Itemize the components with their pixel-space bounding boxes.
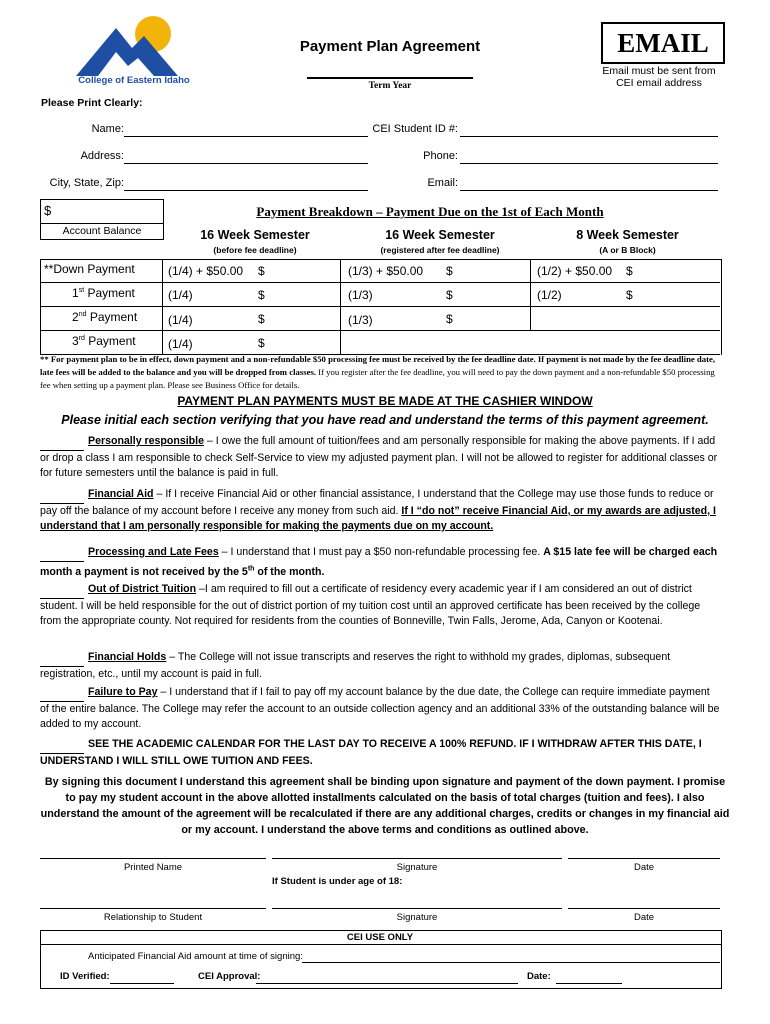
printed-name-line[interactable] [40,858,266,859]
row-3rd-payment-c1-dollar[interactable]: $ [258,336,265,350]
agreement-statement: By signing this document I understand this agreement shall be binding upon signature and payment of the down payment. I promise to pay my student account in the above allotted installments calculated on the basis of total charges (tuition and fees). I also understand the amount of the agreement will be recalculated if there are any additional charges, credits or changes in my financial aid or my account. I understand the above terms and conditions as outlined above. [40,776,730,836]
s2-title: Financial Aid [88,488,154,500]
section-failure-to-pay: Failure to Pay – I understand that if I fail to pay off my account balance by the due date, the College can require immediate payment of the entire balance. The College may refer the account to an outside collection agency and an additional 33% of the outstanding balance will be added to my account. [40,686,720,730]
row-3rd-payment-label: 3rd Payment [72,334,136,348]
row-down-payment-c3: (1/2) + $50.00 [537,264,613,278]
guardian-signature-line[interactable] [272,908,562,909]
row-1st-payment-c1: (1/4) [168,288,193,302]
initial-instructions: Please initial each section verifying that you have read and understand the terms of this payment agreement. [61,413,709,427]
col1-sub: (before fee deadline) [213,245,297,255]
cei-use-title: CEI USE ONLY [346,932,414,943]
cei-date-label: Date: [527,971,551,982]
row-1st-payment-c2-dollar[interactable]: $ [446,288,453,302]
city-field[interactable] [124,190,368,191]
row-1st-payment-c2: (1/3) [348,288,373,302]
name-field[interactable] [124,136,368,137]
initial-field-3[interactable] [40,545,84,562]
row-down-payment-c3-dollar[interactable]: $ [626,264,633,278]
row-1st-payment-c3: (1/2) [537,288,562,302]
city-label: City, State, Zip: [49,177,124,189]
initial-field-6[interactable] [40,685,84,702]
s5-title: Financial Holds [88,651,167,663]
row-2nd-payment-label: 2nd Payment [72,310,138,324]
row-down-payment-c1-dollar[interactable]: $ [258,264,265,278]
cei-date-field[interactable] [556,983,622,984]
initial-field-5[interactable] [40,650,84,667]
under-18-label: If Student is under age of 18: [272,876,403,887]
guardian-date-label: Date [633,912,655,923]
date-line[interactable] [568,858,720,859]
phone-field[interactable] [460,163,718,164]
row-1st-payment-label: 1st Payment [72,286,135,300]
date-label: Date [633,862,655,873]
row-down-payment-c2: (1/3) + $50.00 [348,264,424,278]
initial-field-2[interactable] [40,487,84,504]
section-out-of-district: Out of District Tuition –I am required to fill out a certificate of residency every academic year if I am considered an out of district student. I will be held responsible for the out of district portion of my tuition cost until an approved certificate has been received by the college from the appropriate county. Not required for residents from the counties of Bonneville, Twin Falls, Jerome, Ada, Canyon or Kootenai. [40,583,701,627]
row-2nd-payment-c2: (1/3) [348,313,373,327]
initial-field-4[interactable] [40,582,84,599]
cei-id-field[interactable] [460,136,718,137]
row-down-payment-c1: (1/4) + $50.00 [168,264,244,278]
account-balance-label: Account Balance [62,225,142,237]
s4-title: Out of District Tuition [88,583,197,595]
s3-title: Processing and Late Fees [88,546,219,558]
breakdown-title: Payment Breakdown – Payment Due on the 1st of Each Month [256,204,604,219]
section-financial-aid: Financial Aid – If I receive Financial Aid or other financial assistance, I understand that the College may use those funds to reduce or pay off the balance of my account before I receive any money from such aid. If I “do not” receive Financial Aid, or my awards are adjusted, I understand that I am personally responsible for making the payments due on my account. [40,488,716,532]
cei-approval-label: CEI Approval: [198,971,261,982]
footnote: ** For payment plan to be in effect, down payment and a non-refundable $50 processing fee must be received by the fee deadline date. If payment is not made by the fee deadline date, late fees will be added to the balance and you will be dropped from classes. If you register after the fee deadline, you will need to pay the down payment and a non-refundable $50 processing fee when setting up a payment plan. Please see Business Office for details. [40,354,716,390]
cashier-notice: PAYMENT PLAN PAYMENTS MUST BE MADE AT THE CASHIER WINDOW [177,394,593,408]
initial-field-7[interactable] [40,737,84,754]
id-verified-label: ID Verified: [60,971,110,982]
email-label: Email: [427,177,458,189]
s6-title: Failure to Pay [88,686,158,698]
row-2nd-payment-c1: (1/4) [168,313,193,327]
col3-sub: (A or B Block) [599,245,656,255]
guardian-signature-label: Signature [396,912,438,923]
col1-title: 16 Week Semester [200,228,310,242]
email-note-1: Email must be sent from [602,65,716,77]
row-1st-payment-c1-dollar[interactable]: $ [258,288,265,302]
col3-title: 8 Week Semester [576,228,679,242]
signature-line[interactable] [272,858,562,859]
row-down-payment-label: **Down Payment [44,262,135,276]
cei-id-label: CEI Student ID #: [372,123,458,135]
email-field[interactable] [460,190,718,191]
printed-name-label: Printed Name [123,862,183,873]
section-financial-holds: Financial Holds – The College will not issue transcripts and reserves the right to withhold my grades, diplomas, subsequent registration, etc., until my account is paid in full. [40,651,671,680]
section-personally-responsible: Personally responsible – I owe the full amount of tuition/fees and am personally responsible for making the above payments. If I add or drop a class I am responsible to check Self-Service to view my adjusted payment plan. I will not be allowed to register for additional classes or for future semesters until the balance is paid in full. [40,435,718,479]
term-year-label: Term Year [368,81,412,91]
anticipated-aid-label: Anticipated Financial Aid amount at time of signing: [88,951,303,962]
col2-title: 16 Week Semester [385,228,495,242]
address-field[interactable] [124,163,368,164]
row-2nd-payment-c2-dollar[interactable]: $ [446,312,453,326]
section-refund-notice: SEE THE ACADEMIC CALENDAR FOR THE LAST DAY TO RECEIVE A 100% REFUND. IF I WITHDRAW AFTER THIS DATE, I UNDERSTAND I WILL STILL OWE TUITION AND FEES. [40,738,702,767]
cei-use-divider [40,944,722,945]
initial-field-1[interactable] [40,434,84,451]
college-logo-text: College of Eastern Idaho [78,75,190,86]
balance-divider [40,223,163,224]
email-note-2: CEI email address [616,77,702,89]
id-verified-field[interactable] [110,983,174,984]
name-label: Name: [91,123,124,135]
page-title: Payment Plan Agreement [299,38,481,55]
relationship-line[interactable] [40,908,266,909]
cei-approval-field[interactable] [256,983,518,984]
signature-label: Signature [396,862,438,873]
row-2nd-payment-c1-dollar[interactable]: $ [258,312,265,326]
phone-label: Phone: [423,150,458,162]
term-year-line[interactable] [307,77,473,79]
email-box: EMAIL [601,22,725,64]
s1-title: Personally responsible [88,435,204,447]
relationship-label: Relationship to Student [103,912,203,923]
row-1st-payment-c3-dollar[interactable]: $ [626,288,633,302]
address-label: Address: [80,150,124,162]
row-down-payment-c2-dollar[interactable]: $ [446,264,453,278]
anticipated-aid-field[interactable] [302,962,720,963]
print-clearly-label: Please Print Clearly: [41,97,143,109]
guardian-date-line[interactable] [568,908,720,909]
balance-dollar: $ [44,203,52,218]
section-processing-late-fees: Processing and Late Fees – I understand that I must pay a $50 non-refundable processing fee. A $15 late fee will be charged each month a payment is not received by the 5th of the month. [40,546,718,579]
col2-sub: (registered after fee deadline) [380,245,500,255]
row-3rd-payment-c1: (1/4) [168,337,193,351]
